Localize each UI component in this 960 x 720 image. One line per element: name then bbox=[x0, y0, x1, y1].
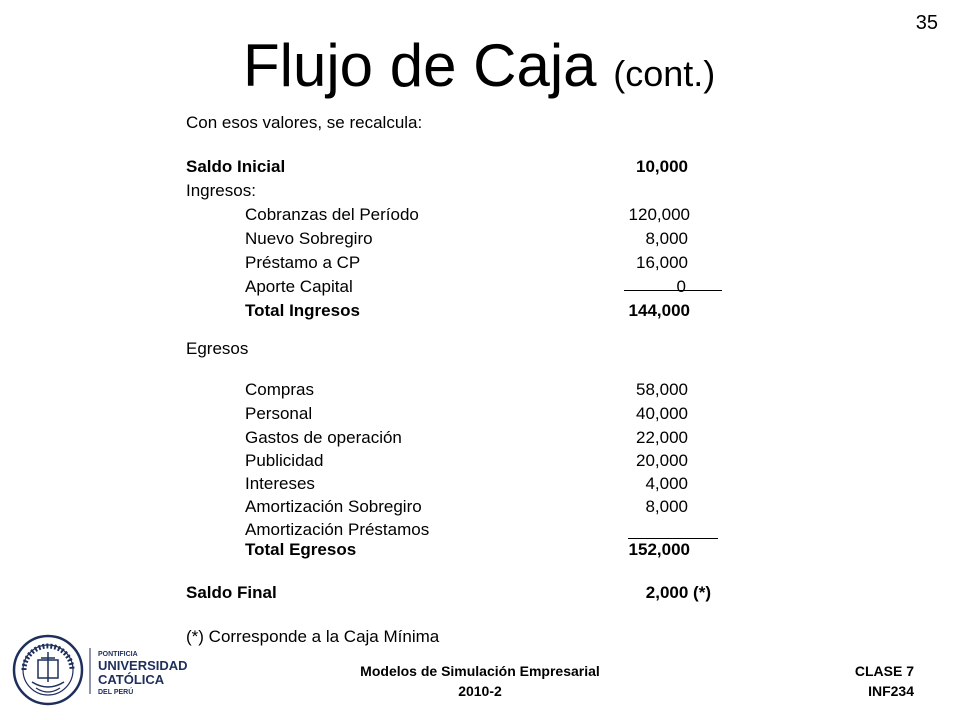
seal-icon bbox=[14, 636, 82, 704]
egreso-label: Amortización Préstamos bbox=[245, 520, 430, 539]
egreso-row bbox=[186, 472, 688, 496]
egreso-value: 58,000 bbox=[636, 380, 688, 399]
title-main: Flujo de Caja bbox=[243, 32, 597, 99]
egreso-label: Publicidad bbox=[245, 451, 324, 470]
egreso-row bbox=[186, 378, 688, 402]
saldo-final-row bbox=[186, 581, 711, 605]
footer-class bbox=[855, 661, 914, 701]
egresos-heading: Egresos bbox=[186, 339, 249, 358]
saldo-final-label: Saldo Final bbox=[186, 583, 277, 602]
ingreso-row bbox=[186, 251, 688, 275]
egreso-row bbox=[186, 402, 688, 426]
total-ingresos-label: Total Ingresos bbox=[245, 301, 360, 320]
egreso-label: Intereses bbox=[245, 474, 315, 493]
ingreso-value: 0 bbox=[676, 277, 686, 296]
saldo-final-value: 2,000 (*) bbox=[645, 583, 711, 602]
total-ingresos-row bbox=[186, 299, 690, 323]
slide-number: 35 bbox=[915, 12, 938, 34]
egreso-row bbox=[186, 426, 688, 450]
egreso-label: Personal bbox=[245, 404, 313, 423]
footer-course bbox=[300, 661, 660, 701]
egreso-row bbox=[186, 495, 688, 519]
ingreso-label: Nuevo Sobregiro bbox=[245, 229, 373, 248]
logo-line3: CATÓLICA bbox=[98, 672, 165, 687]
egreso-label: Gastos de operación bbox=[245, 428, 402, 447]
ingreso-label: Préstamo a CP bbox=[245, 253, 361, 272]
total-egresos-row bbox=[186, 538, 690, 562]
title-sub: (cont.) bbox=[613, 53, 716, 94]
course-code: INF234 bbox=[868, 683, 914, 699]
egreso-value: 20,000 bbox=[636, 451, 688, 470]
egreso-value: 22,000 bbox=[636, 428, 688, 447]
ingreso-label: Cobranzas del Período bbox=[245, 205, 419, 224]
ingresos-underline bbox=[624, 290, 722, 291]
egreso-value: 40,000 bbox=[636, 404, 688, 423]
class-number: CLASE 7 bbox=[854, 663, 914, 679]
ingresos-heading: Ingresos: bbox=[186, 181, 256, 200]
saldo-inicial-row bbox=[186, 155, 688, 179]
logo-line1: PONTIFICIA bbox=[98, 651, 138, 658]
saldo-inicial-label: Saldo Inicial bbox=[186, 157, 286, 176]
university-logo bbox=[10, 630, 200, 710]
ingreso-row bbox=[186, 227, 688, 251]
ingreso-label: Aporte Capital bbox=[245, 277, 353, 296]
logo-line2: UNIVERSIDAD bbox=[98, 658, 188, 673]
total-egresos-value: 152,000 bbox=[628, 540, 690, 559]
total-egresos-label: Total Egresos bbox=[245, 540, 357, 559]
logo-line4: DEL PERÚ bbox=[98, 689, 134, 696]
egreso-label: Amortización Sobregiro bbox=[245, 497, 422, 516]
course-name: Modelos de Simulación Empresarial bbox=[360, 663, 600, 679]
egreso-row bbox=[186, 449, 688, 473]
egreso-value: 8,000 bbox=[645, 497, 688, 516]
course-term: 2010-2 bbox=[458, 683, 502, 699]
ingreso-value: 120,000 bbox=[628, 205, 690, 224]
slide-title bbox=[243, 26, 715, 114]
ingreso-value: 8,000 bbox=[645, 229, 688, 248]
footnote: (*) Corresponde a la Caja Mínima bbox=[186, 627, 440, 646]
ingreso-row bbox=[186, 275, 686, 299]
egreso-value: 4,000 bbox=[645, 474, 688, 493]
egreso-label: Compras bbox=[245, 380, 314, 399]
intro-text: Con esos valores, se recalcula: bbox=[186, 113, 423, 132]
saldo-inicial-value: 10,000 bbox=[636, 157, 688, 176]
ingreso-value: 16,000 bbox=[636, 253, 688, 272]
ingreso-row bbox=[186, 203, 690, 227]
total-ingresos-value: 144,000 bbox=[628, 301, 690, 320]
